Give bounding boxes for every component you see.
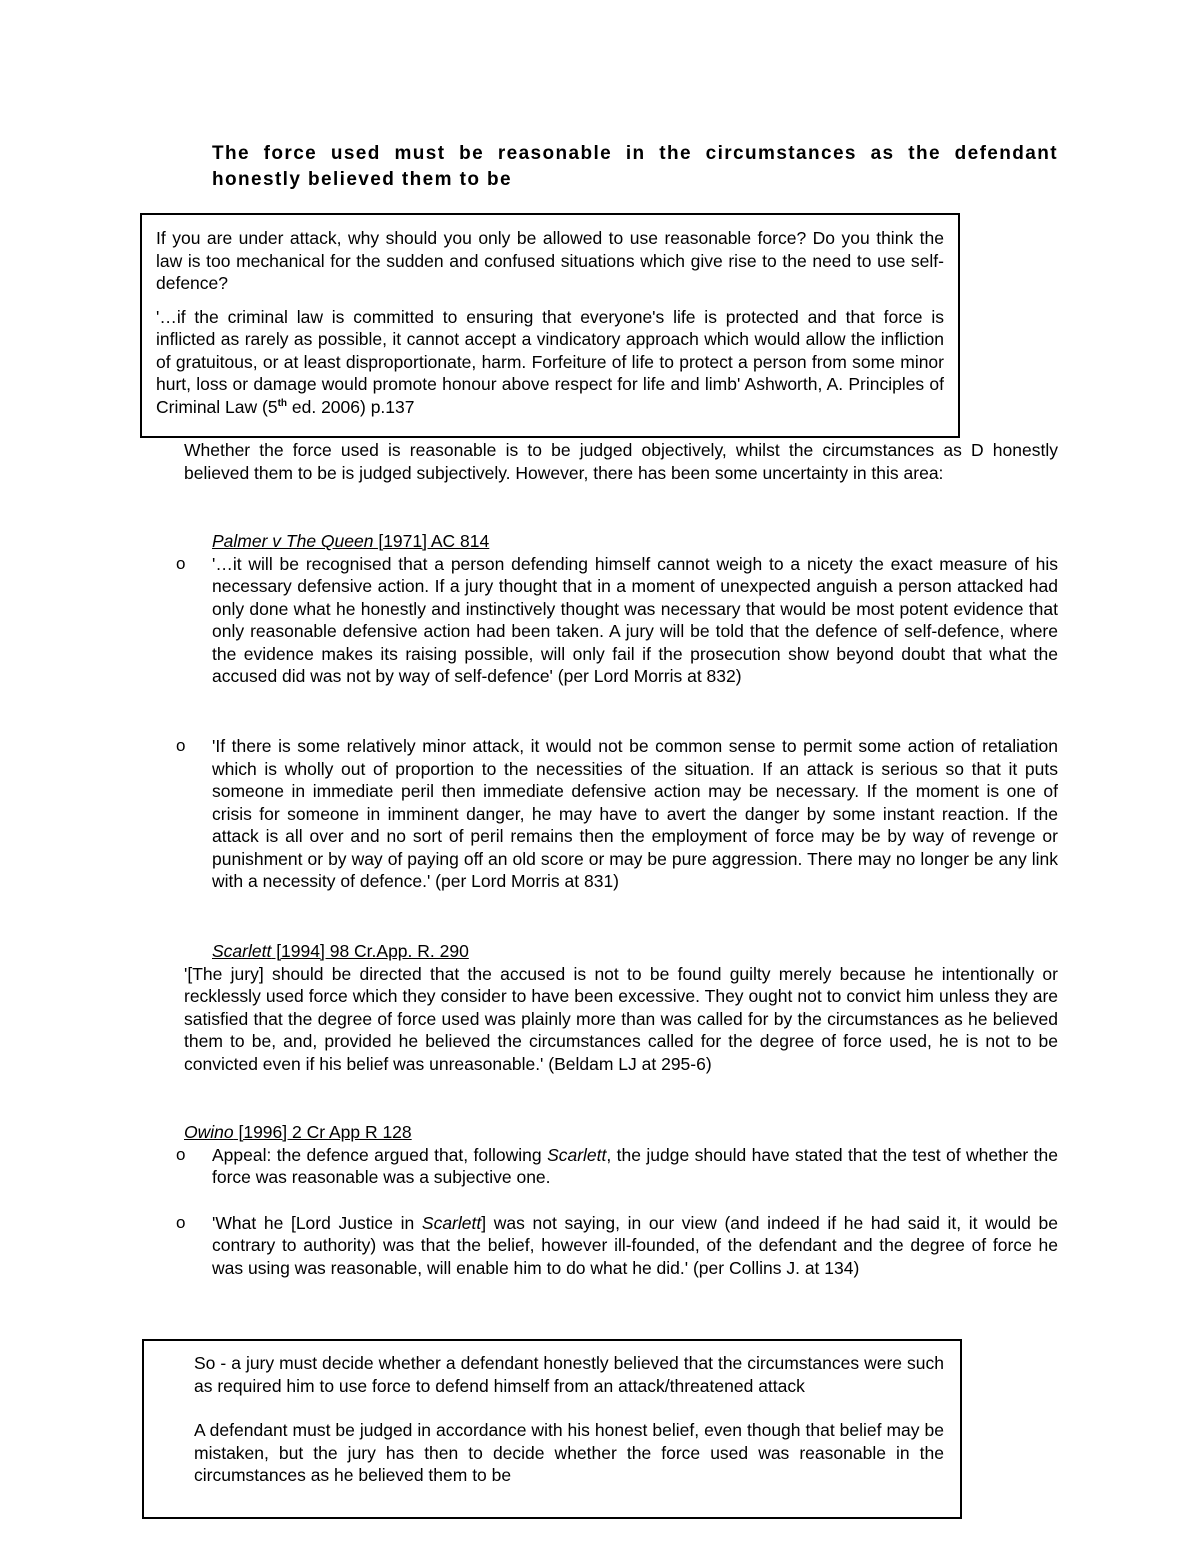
palmer-case-reference: Palmer v The Queen [1971] AC 814 bbox=[212, 531, 490, 551]
summary-box bbox=[142, 1339, 962, 1519]
bullet-icon: o bbox=[176, 1212, 186, 1232]
owino-case-reference: Owino [1996] 2 Cr App R 128 bbox=[184, 1122, 412, 1142]
summary-paragraph-1: So - a jury must decide whether a defendant honestly believed that the circumstances were such as required him to use force to defend himself from an attack/threatened attack bbox=[194, 1353, 944, 1396]
bullet-icon: o bbox=[176, 1144, 186, 1164]
edition-superscript: th bbox=[277, 397, 288, 409]
palmer-section bbox=[176, 530, 1058, 688]
palmer-quote-1: o '…it will be recognised that a person defending himself cannot weigh to a nicety the exact measure of his necessary defensive action. If a jury thought that in a moment of unexpected anguish a person attacked had only done what he honestly and instinctively thought was necessary that would be most potent evidence that only reasonable defensive action had been taken. A jury will be told that the defence of self-defence, where the evidence makes its raising possible, will only fail if the prosecution show beyond doubt that what the accused did was not by way of self-defence' (per Lord Morris at 832) bbox=[176, 553, 1058, 686]
scarlett-case-reference: Scarlett [1994] 98 Cr.App. R. 290 bbox=[212, 941, 469, 961]
owino-point-1: o Appeal: the defence argued that, following Scarlett, the judge should have stated that the test of whether the force was reasonable was a subjective one. bbox=[176, 1144, 1058, 1187]
palmer-quote-2-block bbox=[176, 735, 1058, 893]
owino-section bbox=[176, 1121, 1058, 1279]
section-heading: The force used must be reasonable in the circumstances as the defendant honestly believed them to be bbox=[212, 143, 1058, 190]
discussion-box bbox=[140, 213, 960, 438]
intro-paragraph: Whether the force used is reasonable is to be judged objectively, whilst the circumstances as D honestly believed them to be is judged subjectively. However, there has been some uncertainty in this area: bbox=[184, 440, 1058, 483]
owino-point-2: o 'What he [Lord Justice in Scarlett] was not saying, in our view (and indeed if he had said it, it would be contrary to authority) was that the belief, however ill-founded, of the defendant and the degree of force he was using was reasonable, will enable him to do what he did.' (per Collins J. at 134) bbox=[176, 1212, 1058, 1278]
ashworth-quote: '…if the criminal law is committed to ensuring that everyone's life is protected and that force is inflicted as rarely as possible, it cannot accept a vindicatory approach which would allow the infliction of gratuitous, or at least disproportionate, harm. Forfeiture of life to protect a person from some minor hurt, loss or damage would promote honour above respect for life and limb' Ashworth, A. Principles of Criminal Law (5th ed. 2006) p.137 bbox=[156, 306, 944, 417]
palmer-quote-2: o 'If there is some relatively minor attack, it would not be common sense to permit some action of retaliation which is wholly out of proportion to the necessities of the situation. If an attack is serious so that it puts someone in immediate peril then immediate defensive action may be necessary. If the moment is one of crisis for someone in imminent danger, he may have to avert the danger by some instant reaction. If the attack is all over and no sort of peril remains then the employment of force may be by way of revenge or punishment or by way of paying off an old score or may be pure aggression. There may no longer be any link with a necessity of defence.' (per Lord Morris at 831) bbox=[176, 736, 1058, 891]
discussion-question: If you are under attack, why should you only be allowed to use reasonable force? Do you think the law is too mechanical for the sudden and confused situations which give rise to the need to use self-defence? bbox=[156, 228, 944, 293]
summary-paragraph-2: A defendant must be judged in accordance with his honest belief, even though that belief may be mistaken, but the jury has then to decide whether the force used was reasonable in the circumstances as he believed them to be bbox=[194, 1420, 944, 1485]
bullet-icon: o bbox=[176, 736, 186, 755]
bullet-icon: o bbox=[176, 553, 186, 573]
scarlett-section bbox=[184, 940, 1058, 1075]
scarlett-quote: '[The jury] should be directed that the accused is not to be found guilty merely because he intentionally or recklessly used force which they consider to have been excessive. They ought not to convict him unless they are satisfied that the degree of force used was plainly more than was called for by the circumstances as he believed them to be, and, provided he believed the circumstances called for the degree of force used, he is not to be convicted even if his belief was unreasonable.' (Beldam LJ at 295-6) bbox=[184, 963, 1058, 1074]
